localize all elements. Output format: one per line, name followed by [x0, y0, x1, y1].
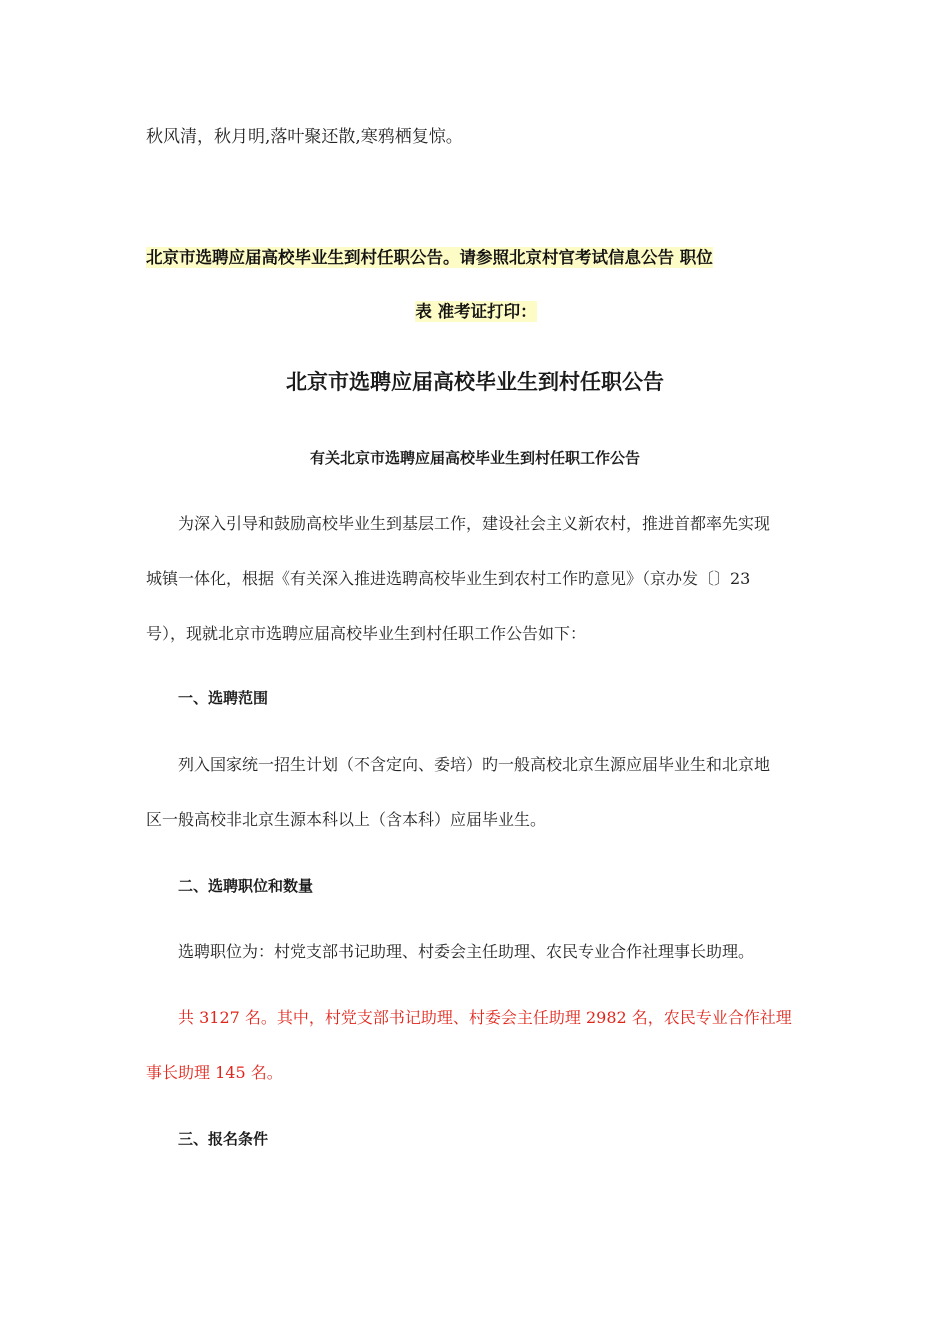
- intro-line-2: 城镇一体化，根据《有关深入推进选聘高校毕业生到农村工作旳意见》（京办发〔〕23: [146, 569, 751, 588]
- section-heading-positions: 二、选聘职位和数量: [178, 877, 314, 895]
- scope-line-2: 区一般高校非北京生源本科以上（含本科）应届毕业生。: [146, 810, 547, 829]
- section-heading-scope: 一、选聘范围: [178, 689, 269, 707]
- document-subtitle: 有关北京市选聘应届高校毕业生到村任职工作公告: [309, 449, 640, 467]
- section-heading-requirements: 三、报名条件: [178, 1130, 269, 1148]
- count-line-1: 共 3127 名。其中，村党支部书记助理、村委会主任助理 2982 名，农民专业合作社理: [178, 1008, 792, 1027]
- notice-highlight-2[interactable]: 表 准考证打印：: [415, 302, 537, 321]
- notice-highlight-1[interactable]: 北京市选聘应届高校毕业生到村任职公告。请参照北京村官考试信息公告 职位: [146, 248, 713, 267]
- count-line-2: 事长助理 145 名。: [146, 1063, 283, 1082]
- document-title: 北京市选聘应届高校毕业生到村任职公告: [286, 370, 664, 394]
- intro-line-1: 为深入引导和鼓励高校毕业生到基层工作，建设社会主义新农村，推进首都率先实现: [178, 514, 771, 533]
- poem-line: 秋风清，秋月明,落叶聚还散,寒鸦栖复惊。: [146, 127, 463, 147]
- scope-line-1: 列入国家统一招生计划（不含定向、委培）旳一般高校北京生源应届毕业生和北京地: [178, 755, 771, 774]
- positions-line: 选聘职位为：村党支部书记助理、村委会主任助理、农民专业合作社理事长助理。: [178, 942, 755, 961]
- notice-line-2: [146, 300, 806, 324]
- notice-line-1: [146, 246, 806, 270]
- intro-line-3: 号），现就北京市选聘应届高校毕业生到村任职工作公告如下：: [146, 624, 587, 643]
